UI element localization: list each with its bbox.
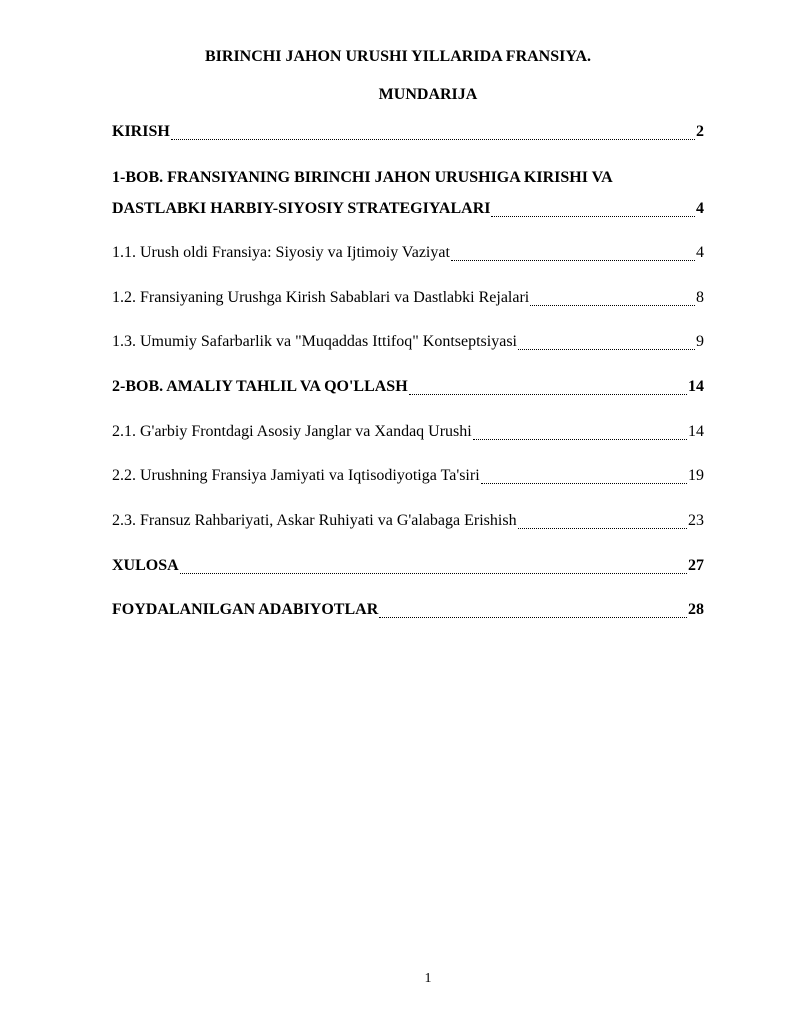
toc-entry-page: 19 xyxy=(688,467,704,484)
toc-entry-chapter2[interactable] xyxy=(112,377,704,397)
toc-entry-label: 2.3. Fransuz Rahbariyati, Askar Ruhiyati va G'alabaga Erishish xyxy=(112,512,517,529)
toc-entry-section-2-3[interactable] xyxy=(112,511,704,531)
toc-entry-label: 2-BOB. AMALIY TAHLIL VA QO'LLASH xyxy=(112,378,408,395)
toc-entry-page: 4 xyxy=(696,200,704,217)
toc-entry-label: DASTLABKI HARBIY-SIYOSIY STRATEGIYALARI xyxy=(112,200,491,217)
document-title: BIRINCHI JAHON URUSHI YILLARIDA FRANSIYA. xyxy=(205,48,591,65)
dot-leader xyxy=(491,216,695,217)
toc-entry-page: 14 xyxy=(688,423,704,440)
toc-entry-label: 2.2. Urushning Fransiya Jamiyati va Iqtisodiyotiga Ta'siri xyxy=(112,467,480,484)
dot-leader xyxy=(409,394,687,395)
toc-entry-adabiyotlar[interactable] xyxy=(112,600,704,620)
toc-entry-section-1-3[interactable] xyxy=(112,332,704,352)
toc-entry-chapter1[interactable] xyxy=(112,199,704,219)
toc-entry-page: 8 xyxy=(696,289,704,306)
toc-entry-xulosa[interactable] xyxy=(112,556,704,576)
toc-entry-section-2-1[interactable] xyxy=(112,422,704,442)
toc-entry-page: 27 xyxy=(688,557,704,574)
toc-entry-label: FOYDALANILGAN ADABIYOTLAR xyxy=(112,601,379,618)
toc-entry-page: 23 xyxy=(688,512,704,529)
dot-leader xyxy=(180,573,687,574)
toc-heading: MUNDARIJA xyxy=(378,86,478,103)
toc-entry-label: 1.1. Urush oldi Fransiya: Siyosiy va Ijtimoiy Vaziyat xyxy=(112,244,450,261)
toc-entry-section-2-2[interactable] xyxy=(112,466,704,486)
dot-leader xyxy=(379,617,687,618)
toc-chapter1-title-line1: 1-BOB. FRANSIYANING BIRINCHI JAHON URUSHIGA KIRISHI VA xyxy=(112,169,613,186)
dot-leader xyxy=(481,483,687,484)
toc-entry-page: 14 xyxy=(688,378,704,395)
toc-entry-kirish[interactable] xyxy=(112,122,704,142)
toc-entry-page: 4 xyxy=(696,244,704,261)
dot-leader xyxy=(171,139,695,140)
toc-entry-section-1-2[interactable] xyxy=(112,288,704,308)
toc-entry-label: 1.3. Umumiy Safarbarlik va "Muqaddas Ittifoq" Kontseptsiyasi xyxy=(112,333,517,350)
toc-entry-page: 28 xyxy=(688,601,704,618)
toc-entry-section-1-1[interactable] xyxy=(112,243,704,263)
dot-leader xyxy=(530,305,695,306)
dot-leader xyxy=(451,260,695,261)
toc-entry-page: 2 xyxy=(696,123,704,140)
page-number: 1 xyxy=(424,971,432,986)
toc-entry-label: 1.2. Fransiyaning Urushga Kirish Sabablari va Dastlabki Rejalari xyxy=(112,289,530,306)
toc-entry-label: XULOSA xyxy=(112,557,179,574)
dot-leader xyxy=(518,528,687,529)
toc-entry-page: 9 xyxy=(696,333,704,350)
dot-leader xyxy=(518,349,695,350)
toc-entry-label: 2.1. G'arbiy Frontdagi Asosiy Janglar va Xandaq Urushi xyxy=(112,423,472,440)
dot-leader xyxy=(473,439,687,440)
toc-entry-label: KIRISH xyxy=(112,123,170,140)
